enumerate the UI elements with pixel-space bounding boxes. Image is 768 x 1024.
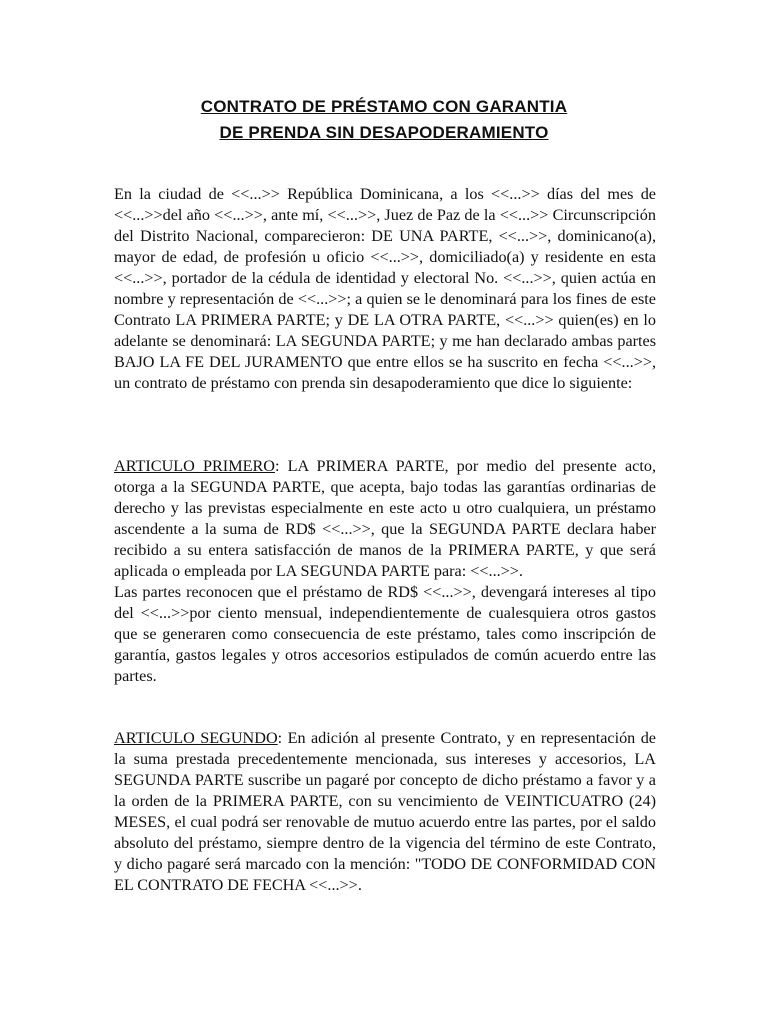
article-primero-interest-paragraph: Las partes reconocen que el préstamo de RD$ <<...>>, devengará intereses al tipo del <<...>>por ciento mensual, independientemente de cualesquiera otros gastos que se generaren como consecuencia de este préstamo, tales como inscripción de garantía, gastos legales y otros accesorios estipulados de común acuerdo entre las partes. — [114, 583, 656, 685]
article-segundo-heading: ARTICULO SEGUNDO — [114, 729, 278, 747]
document-title-line-2: DE PRENDA SIN DESAPODERAMIENTO — [219, 123, 549, 142]
article-primero-paragraph — [114, 456, 656, 582]
intro-paragraph-text: En la ciudad de <<...>> República Dominicana, a los <<...>> días del mes de <<...>>del año <<...>>, ante mí, <<...>>, Juez de Paz de la <<...>> Circunscripción del Distrito Nacional, comparecieron: DE UNA PARTE, <<...>>, dominicano(a), mayor de edad, de profesión u oficio <<...>>, domiciliado(a) y residente en esta <<...>>, portador de la cédula de identidad y electoral No. <<...>>, quien actúa en nombre y representación de <<...>>; a quien se le denominará para los fines de este Contrato LA PRIMERA PARTE; y DE LA OTRA PARTE, <<...>> quien(es) en lo adelante se denominará: LA SEGUNDA PARTE; y me han declarado ambas partes BAJO LA FE DEL JURAMENTO que entre ellos se ha suscrito en fecha <<...>>, un contrato de préstamo con prenda sin desapoderamiento que dice lo siguiente: — [114, 185, 656, 392]
intro-paragraph — [114, 184, 656, 394]
document-title-line-1: CONTRATO DE PRÉSTAMO CON GARANTIA — [200, 97, 568, 116]
article-segundo-text: : En adición al presente Contrato, y en representación de la suma prestada precedentemente mencionada, sus intereses y accesorios, LA SEGUNDA PARTE suscribe un pagaré por concepto de dicho préstamo a favor y a la orden de la PRIMERA PARTE, con su vencimiento de VEINTICUATRO (24) MESES, el cual podrá ser renovable de mutuo acuerdo entre las partes, por el saldo absoluto del préstamo, siempre dentro de la vigencia del término de este Contrato, y dicho pagaré será marcado con la mención: "TODO DE CONFORMIDAD CON EL CONTRATO DE FECHA <<...>>. — [114, 729, 656, 894]
article-primero — [114, 456, 656, 687]
article-primero-heading: ARTICULO PRIMERO — [114, 457, 275, 475]
article-primero-text: : LA PRIMERA PARTE, por medio del presente acto, otorga a la SEGUNDA PARTE, que acepta, bajo todas las garantías ordinarias de derecho y las previstas especialmente en este acto u otro cualquiera, un préstamo ascendente a la suma de RD$ <<...>>, que la SEGUNDA PARTE declara haber recibido a su entera satisfacción de manos de la PRIMERA PARTE, y que será aplicada o empleada por LA SEGUNDA PARTE para: <<...>>. — [114, 457, 656, 580]
article-segundo — [114, 728, 656, 896]
article-segundo-paragraph — [114, 728, 656, 896]
